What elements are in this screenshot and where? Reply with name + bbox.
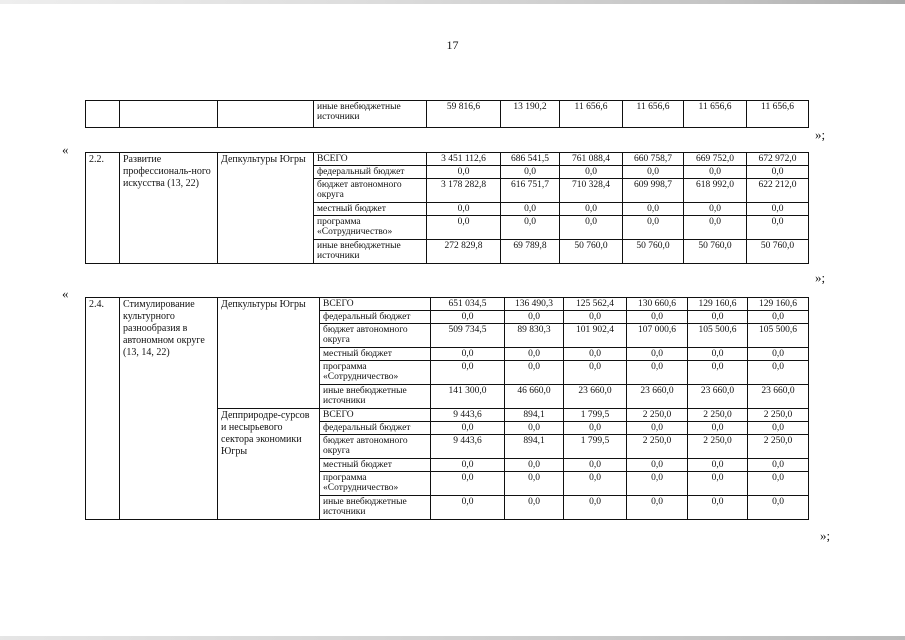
- value-cell: 616 751,7: [501, 179, 560, 203]
- source-cell: программа «Сотрудничество»: [314, 216, 427, 240]
- value-cell: 105 500,6: [748, 324, 809, 348]
- name-cell: [120, 101, 218, 128]
- value-cell: 9 443,6: [431, 435, 505, 459]
- value-cell: 2 250,0: [627, 409, 688, 422]
- value-cell: 651 034,5: [431, 298, 505, 311]
- value-cell: 50 760,0: [623, 240, 684, 264]
- value-cell: 0,0: [431, 348, 505, 361]
- source-cell: ВСЕГО: [320, 409, 431, 422]
- value-cell: 0,0: [505, 361, 564, 385]
- page-number: 17: [446, 38, 459, 52]
- value-cell: 23 660,0: [627, 385, 688, 409]
- value-cell: 11 656,6: [560, 101, 623, 128]
- value-cell: 660 758,7: [623, 153, 684, 166]
- value-cell: 710 328,4: [560, 179, 623, 203]
- responsible-cell: [218, 101, 314, 128]
- value-cell: 50 760,0: [747, 240, 809, 264]
- table-row: [86, 101, 809, 128]
- value-cell: 0,0: [688, 422, 748, 435]
- value-cell: 0,0: [623, 166, 684, 179]
- scan-edge-bottom: [0, 636, 905, 640]
- source-cell: бюджет автономного округа: [314, 179, 427, 203]
- fragment-table: [85, 100, 809, 128]
- source-cell: федеральный бюджет: [320, 422, 431, 435]
- close-quote: »;: [815, 127, 826, 142]
- value-cell: 2 250,0: [748, 409, 809, 422]
- value-cell: 0,0: [505, 311, 564, 324]
- value-cell: 107 000,6: [627, 324, 688, 348]
- value-cell: 129 160,6: [748, 298, 809, 311]
- value-cell: 50 760,0: [684, 240, 747, 264]
- value-cell: 0,0: [748, 422, 809, 435]
- value-cell: 2 250,0: [688, 409, 748, 422]
- value-cell: 686 541,5: [501, 153, 560, 166]
- value-cell: 0,0: [627, 459, 688, 472]
- value-cell: 894,1: [505, 435, 564, 459]
- item-code: 2.4.: [86, 298, 120, 520]
- table-row: [86, 298, 809, 311]
- item-2-4-table: [85, 297, 809, 520]
- value-cell: 618 992,0: [684, 179, 747, 203]
- source-cell: иные внебюджетные источники: [314, 101, 427, 128]
- value-cell: 0,0: [501, 166, 560, 179]
- value-cell: 761 088,4: [560, 153, 623, 166]
- open-quote: «: [62, 286, 69, 301]
- value-cell: 669 752,0: [684, 153, 747, 166]
- value-cell: 0,0: [748, 361, 809, 385]
- value-cell: 0,0: [427, 203, 501, 216]
- value-cell: 0,0: [627, 422, 688, 435]
- value-cell: 0,0: [627, 311, 688, 324]
- value-cell: 0,0: [560, 203, 623, 216]
- value-cell: 2 250,0: [688, 435, 748, 459]
- value-cell: 0,0: [501, 216, 560, 240]
- value-cell: 23 660,0: [748, 385, 809, 409]
- open-quote: «: [62, 142, 69, 157]
- value-cell: 11 656,6: [623, 101, 684, 128]
- source-cell: иные внебюджетные источники: [320, 385, 431, 409]
- value-cell: 0,0: [564, 348, 627, 361]
- value-cell: 0,0: [505, 459, 564, 472]
- value-cell: 0,0: [564, 311, 627, 324]
- value-cell: 0,0: [748, 472, 809, 496]
- value-cell: 509 734,5: [431, 324, 505, 348]
- value-cell: 0,0: [431, 496, 505, 520]
- value-cell: 0,0: [431, 361, 505, 385]
- close-quote: »;: [820, 528, 831, 543]
- value-cell: 0,0: [627, 348, 688, 361]
- value-cell: 50 760,0: [560, 240, 623, 264]
- responsible-executor: Депприродре-сурсов и несырьевого сектора экономики Югры: [218, 409, 320, 520]
- code-cell: [86, 101, 120, 128]
- value-cell: 0,0: [623, 216, 684, 240]
- value-cell: 0,0: [748, 348, 809, 361]
- source-cell: бюджет автономного округа: [320, 435, 431, 459]
- item-name: Развитие профессиональ-ного искусства (13, 22): [120, 153, 218, 264]
- source-cell: бюджет автономного округа: [320, 324, 431, 348]
- value-cell: 894,1: [505, 409, 564, 422]
- item-name: Стимулирование культурного разнообразия в автономном округе (13, 14, 22): [120, 298, 218, 520]
- value-cell: 672 972,0: [747, 153, 809, 166]
- value-cell: 0,0: [427, 166, 501, 179]
- value-cell: 0,0: [627, 472, 688, 496]
- value-cell: 0,0: [431, 459, 505, 472]
- source-cell: иные внебюджетные источники: [314, 240, 427, 264]
- value-cell: 136 490,3: [505, 298, 564, 311]
- value-cell: 0,0: [560, 216, 623, 240]
- value-cell: 105 500,6: [688, 324, 748, 348]
- value-cell: 11 656,6: [684, 101, 747, 128]
- value-cell: 0,0: [688, 361, 748, 385]
- value-cell: 0,0: [564, 361, 627, 385]
- responsible-executor: Депкультуры Югры: [218, 153, 314, 264]
- value-cell: 3 178 282,8: [427, 179, 501, 203]
- value-cell: 11 656,6: [747, 101, 809, 128]
- value-cell: 13 190,2: [501, 101, 560, 128]
- source-cell: местный бюджет: [320, 459, 431, 472]
- value-cell: 0,0: [688, 472, 748, 496]
- value-cell: 59 816,6: [427, 101, 501, 128]
- value-cell: 23 660,0: [688, 385, 748, 409]
- source-cell: местный бюджет: [314, 203, 427, 216]
- responsible-executor: Депкультуры Югры: [218, 298, 320, 409]
- source-cell: программа «Сотрудничество»: [320, 472, 431, 496]
- value-cell: 0,0: [505, 496, 564, 520]
- value-cell: 125 562,4: [564, 298, 627, 311]
- value-cell: 622 212,0: [747, 179, 809, 203]
- value-cell: 0,0: [505, 422, 564, 435]
- value-cell: 0,0: [688, 496, 748, 520]
- value-cell: 2 250,0: [748, 435, 809, 459]
- item-code: 2.2.: [86, 153, 120, 264]
- value-cell: 69 789,8: [501, 240, 560, 264]
- value-cell: 0,0: [431, 422, 505, 435]
- value-cell: 46 660,0: [505, 385, 564, 409]
- value-cell: 0,0: [747, 203, 809, 216]
- value-cell: 0,0: [684, 166, 747, 179]
- value-cell: 0,0: [564, 422, 627, 435]
- value-cell: 0,0: [747, 216, 809, 240]
- value-cell: 0,0: [564, 472, 627, 496]
- source-cell: ВСЕГО: [320, 298, 431, 311]
- value-cell: 141 300,0: [431, 385, 505, 409]
- value-cell: 0,0: [748, 459, 809, 472]
- value-cell: 0,0: [431, 311, 505, 324]
- value-cell: 2 250,0: [627, 435, 688, 459]
- value-cell: 0,0: [684, 216, 747, 240]
- value-cell: 23 660,0: [564, 385, 627, 409]
- source-cell: программа «Сотрудничество»: [320, 361, 431, 385]
- value-cell: 101 902,4: [564, 324, 627, 348]
- source-cell: ВСЕГО: [314, 153, 427, 166]
- value-cell: 0,0: [688, 459, 748, 472]
- value-cell: 0,0: [564, 459, 627, 472]
- value-cell: 0,0: [623, 203, 684, 216]
- scan-edge-top: [0, 0, 905, 4]
- item-2-2-table: [85, 152, 809, 264]
- value-cell: 1 799,5: [564, 409, 627, 422]
- value-cell: 0,0: [627, 361, 688, 385]
- value-cell: 0,0: [560, 166, 623, 179]
- value-cell: 130 660,6: [627, 298, 688, 311]
- value-cell: 0,0: [684, 203, 747, 216]
- source-cell: федеральный бюджет: [320, 311, 431, 324]
- value-cell: 0,0: [501, 203, 560, 216]
- value-cell: 9 443,6: [431, 409, 505, 422]
- value-cell: 0,0: [748, 311, 809, 324]
- value-cell: 0,0: [505, 472, 564, 496]
- value-cell: 89 830,3: [505, 324, 564, 348]
- value-cell: 0,0: [688, 348, 748, 361]
- value-cell: 0,0: [627, 496, 688, 520]
- table-row: [86, 153, 809, 166]
- source-cell: местный бюджет: [320, 348, 431, 361]
- value-cell: 0,0: [505, 348, 564, 361]
- value-cell: 272 829,8: [427, 240, 501, 264]
- source-cell: федеральный бюджет: [314, 166, 427, 179]
- value-cell: 0,0: [431, 472, 505, 496]
- value-cell: 3 451 112,6: [427, 153, 501, 166]
- close-quote: »;: [815, 270, 826, 285]
- value-cell: 0,0: [748, 496, 809, 520]
- value-cell: 129 160,6: [688, 298, 748, 311]
- value-cell: 0,0: [564, 496, 627, 520]
- value-cell: 609 998,7: [623, 179, 684, 203]
- value-cell: 1 799,5: [564, 435, 627, 459]
- value-cell: 0,0: [688, 311, 748, 324]
- value-cell: 0,0: [747, 166, 809, 179]
- source-cell: иные внебюджетные источники: [320, 496, 431, 520]
- value-cell: 0,0: [427, 216, 501, 240]
